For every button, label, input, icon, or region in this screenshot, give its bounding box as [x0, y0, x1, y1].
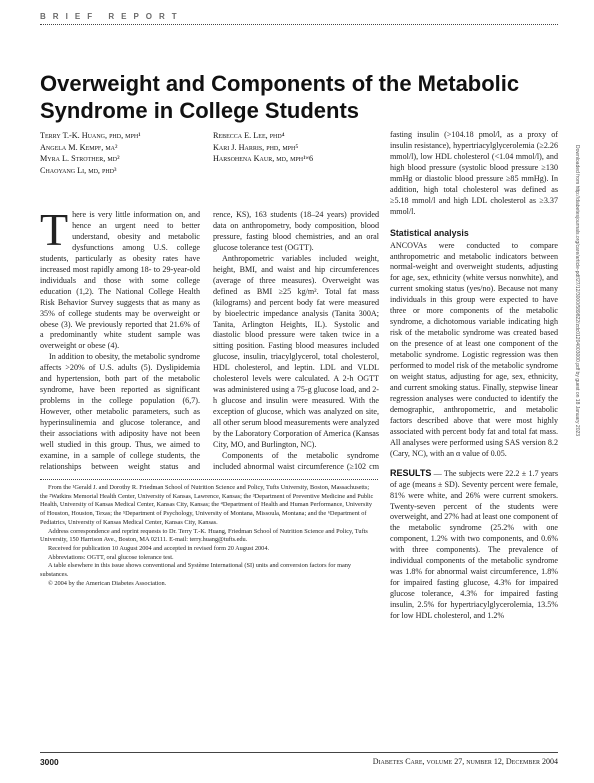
author: Kari J. Harris, phd, mph⁵	[213, 142, 299, 152]
intro-paragraph-2: In addition to obesity, the metabolic syndrome affects >20% of U.S. adults (5). Dyslipidemia and hypertension, both part of the metabolic syndrome, have been reported as significant problems in the college population (6,7). However, other metabolic parameters, such as hyperinsulinemia and glucose tolerance, and their associations with adiposity have not been well studied in this group. Thus, we aimed to examine, in a sample of college students, the relationships between weight status and	[40, 352, 200, 471]
drop-cap: T	[40, 210, 69, 255]
abbreviations-note: Abbreviations: OGTT, oral glucose tolerance test.	[48, 553, 174, 561]
affiliations-note: From the ¹Gerald J. and Dorothy R. Friedman School of Nutrition Science and Policy, Tufts University, Boston, Massachusetts; the ²Watkins Memorial Health Center, University of Kansas, Lawrence, Kansas; the ³Department of Preventive Medicine and Public Health, University of Kansas Medical Center, Kansas City, Kansas; the ⁴Department of Health and Human Performance, University of Houston, Houston, Texas; the ⁵Department of Psychology, University of Montana, Missoula, Montana; and the ⁶Department of Pediatrics, University of Kansas Medical Center, Kansas City, Kansas.	[40, 484, 374, 526]
results-heading: RESULTS	[390, 467, 432, 478]
intro-text-1: here is very little information on, and hence an urgent need to better understand, obesity and metabolic dysfunctions among U.S. college students, particularly as obesity rates have increased most rapidly among 18- to 29-year-old individuals and those with some college education (1,2). The National College Health Risk Behavior Survey suggests that as many as 35% of college students may be overweight or obese (3). We previously reported that 21.6% of a predominantly white student sample was overweight or obese (4).	[40, 210, 200, 351]
column-1	[40, 210, 200, 472]
statistical-analysis-text: ANCOVAs were conducted to compare anthropometric and metabolic indicators between normal-weight and overweight students, adjusting for age, sex, ethnicity (white versus nonwhite), and current smoking status (yes/no). Because not many individuals in this group were expected to have three or more components of the metabolic syndrome, a dichotomous variable indicating high risk of the metabolic syndrome was created based on the presence of at least one component of the metabolic syndrome. Logistic regression was then performed to model risk of the metabolic syndrome on weight status, adjusting for age, sex, ethnicity, and current smoking status. Finally, stepwise linear regression analyses were conducted to identify the demographic, anthropometric, and metabolic factors described above that were most highly associated with percent body fat and total fat mass. All analyses were performed using SAS version 8.2 (Cary, NC), with an α value of 0.05.	[390, 240, 558, 458]
correspondence-note: Address correspondence and reprint requests to Dr. Terry T.-K. Huang, Friedman School of Nutrition Science and Policy, Tufts University, 150 Harrison Ave., Boston, MA 02111. E-mail: terry.huang@tufts.edu.	[40, 527, 368, 544]
received-note: Received for publication 10 August 2004 and accepted in revised form 20 August 2004.	[48, 544, 270, 552]
author: Chaoyang Li, md, phd³	[40, 165, 117, 175]
footnotes	[40, 484, 378, 588]
journal-citation: Diabetes Care, volume 27, number 12, December 2004	[372, 757, 558, 766]
page-number: 3000	[40, 757, 59, 767]
author: Terry T.-K. Huang, phd, mph¹	[40, 131, 141, 140]
units-note: A table elsewhere in this issue shows conventional and Système International (SI) units and conversion factors for many substances.	[40, 562, 352, 579]
authors-left	[40, 130, 141, 176]
footer-rule	[40, 752, 558, 753]
criteria-paragraph: fasting insulin (>104.18 pmol/l, as a proxy of insulin resistance), hypertriacylglycerolemia (≥2.26 mmol/l), low HDL cholesterol (<1.04 mmol/l), and high blood pressure (systolic blood pressure ≥130 mmHg or diastolic blood pressure ≥85 mmHg). In addition, high total cholesterol was defined as ≥5.18 mmol/l and high LDL cholesterol as ≥3.37 mmol/l.	[390, 130, 558, 216]
author: Myra L. Strother, md²	[40, 154, 120, 164]
methods-paragraph-3: Components of the metabolic syndrome included abnormal waist circumference (≥102 cm	[213, 450, 379, 471]
footnote-rule	[40, 479, 378, 480]
methods-paragraph-1: rence, KS), 163 students (18–24 years) provided data on anthropometry, body composition, blood pressure, fasting blood chemistries, and an oral glucose tolerance test (OGTT).	[213, 210, 379, 252]
results-text: — The subjects were 22.2 ± 1.7 years of age (means ± SD). Seventy percent were female, 81% were white, and 26% were current smokers. Twenty-seven percent of the students were overweight, and 27% had at least one component of the metabolic syndrome (25.2% with one component, 1.2% with two components, and 0.6% with three components). The prevalence of individual components of the metabolic syndrome was 1.8% for abnormal waist circumference, 1.8% for impaired fasting glucose, 4.3% for impaired glucose tolerance, 4.3% for impaired fasting insulin, 2.5% for hypertriacylglycerolemia, 13.5% for low HDL cholesterol, and 1.2%	[390, 468, 558, 621]
results-paragraph	[390, 468, 558, 622]
methods-paragraph-2: Anthropometric variables included weight, height, BMI, and waist and hip circumferences (average of three measures). Overweight was defined as BMI ≥25 kg/m². Total fat mass (kilograms) and percent body fat were measured by bioelectric impedance analysis (Tanita 300A; Tanita, Arlington Heights, IL). Systolic and diastolic blood pressure were taken twice in a sitting position. Fasting blood measures included glucose, insulin, triacylglycerol, total cholesterol, HDL cholesterol, and leptin. LDL and VLDL cholesterol levels were calculated. A 2-h OGTT was administered using a 75-g glucose load, and 2-h glucose and insulin were measured. With the exception of glucose, which was analyzed on site, all other serum blood measurements were analyzed by the Laboratory Corporation of America (Kansas City, MO, and Burlington, NC).	[213, 253, 379, 450]
article-title: Overweight and Components of the Metabolic Syndrome in College Students	[40, 71, 520, 123]
column-2	[213, 210, 379, 472]
download-note: Downloaded from http://diabetesjournals.org/care/article-pdf/27/12/3000/589822/zdc01204003000.pdf by guest on 18 January 2023	[574, 145, 580, 437]
section-label: B R I E F R E P O R T	[40, 12, 180, 21]
authors-right	[213, 130, 313, 165]
author: Harsohena Kaur, md, mph¹ʷ6	[213, 154, 314, 164]
statistical-analysis-heading: Statistical analysis	[390, 227, 469, 238]
copyright-note: © 2004 by the American Diabetes Association.	[48, 579, 167, 587]
author: Angela M. Kempf, ma²	[40, 142, 118, 152]
author: Rebecca E. Lee, phd⁴	[213, 131, 285, 140]
intro-paragraph-1	[40, 210, 200, 352]
column-3	[390, 130, 558, 748]
top-rule	[40, 24, 558, 25]
